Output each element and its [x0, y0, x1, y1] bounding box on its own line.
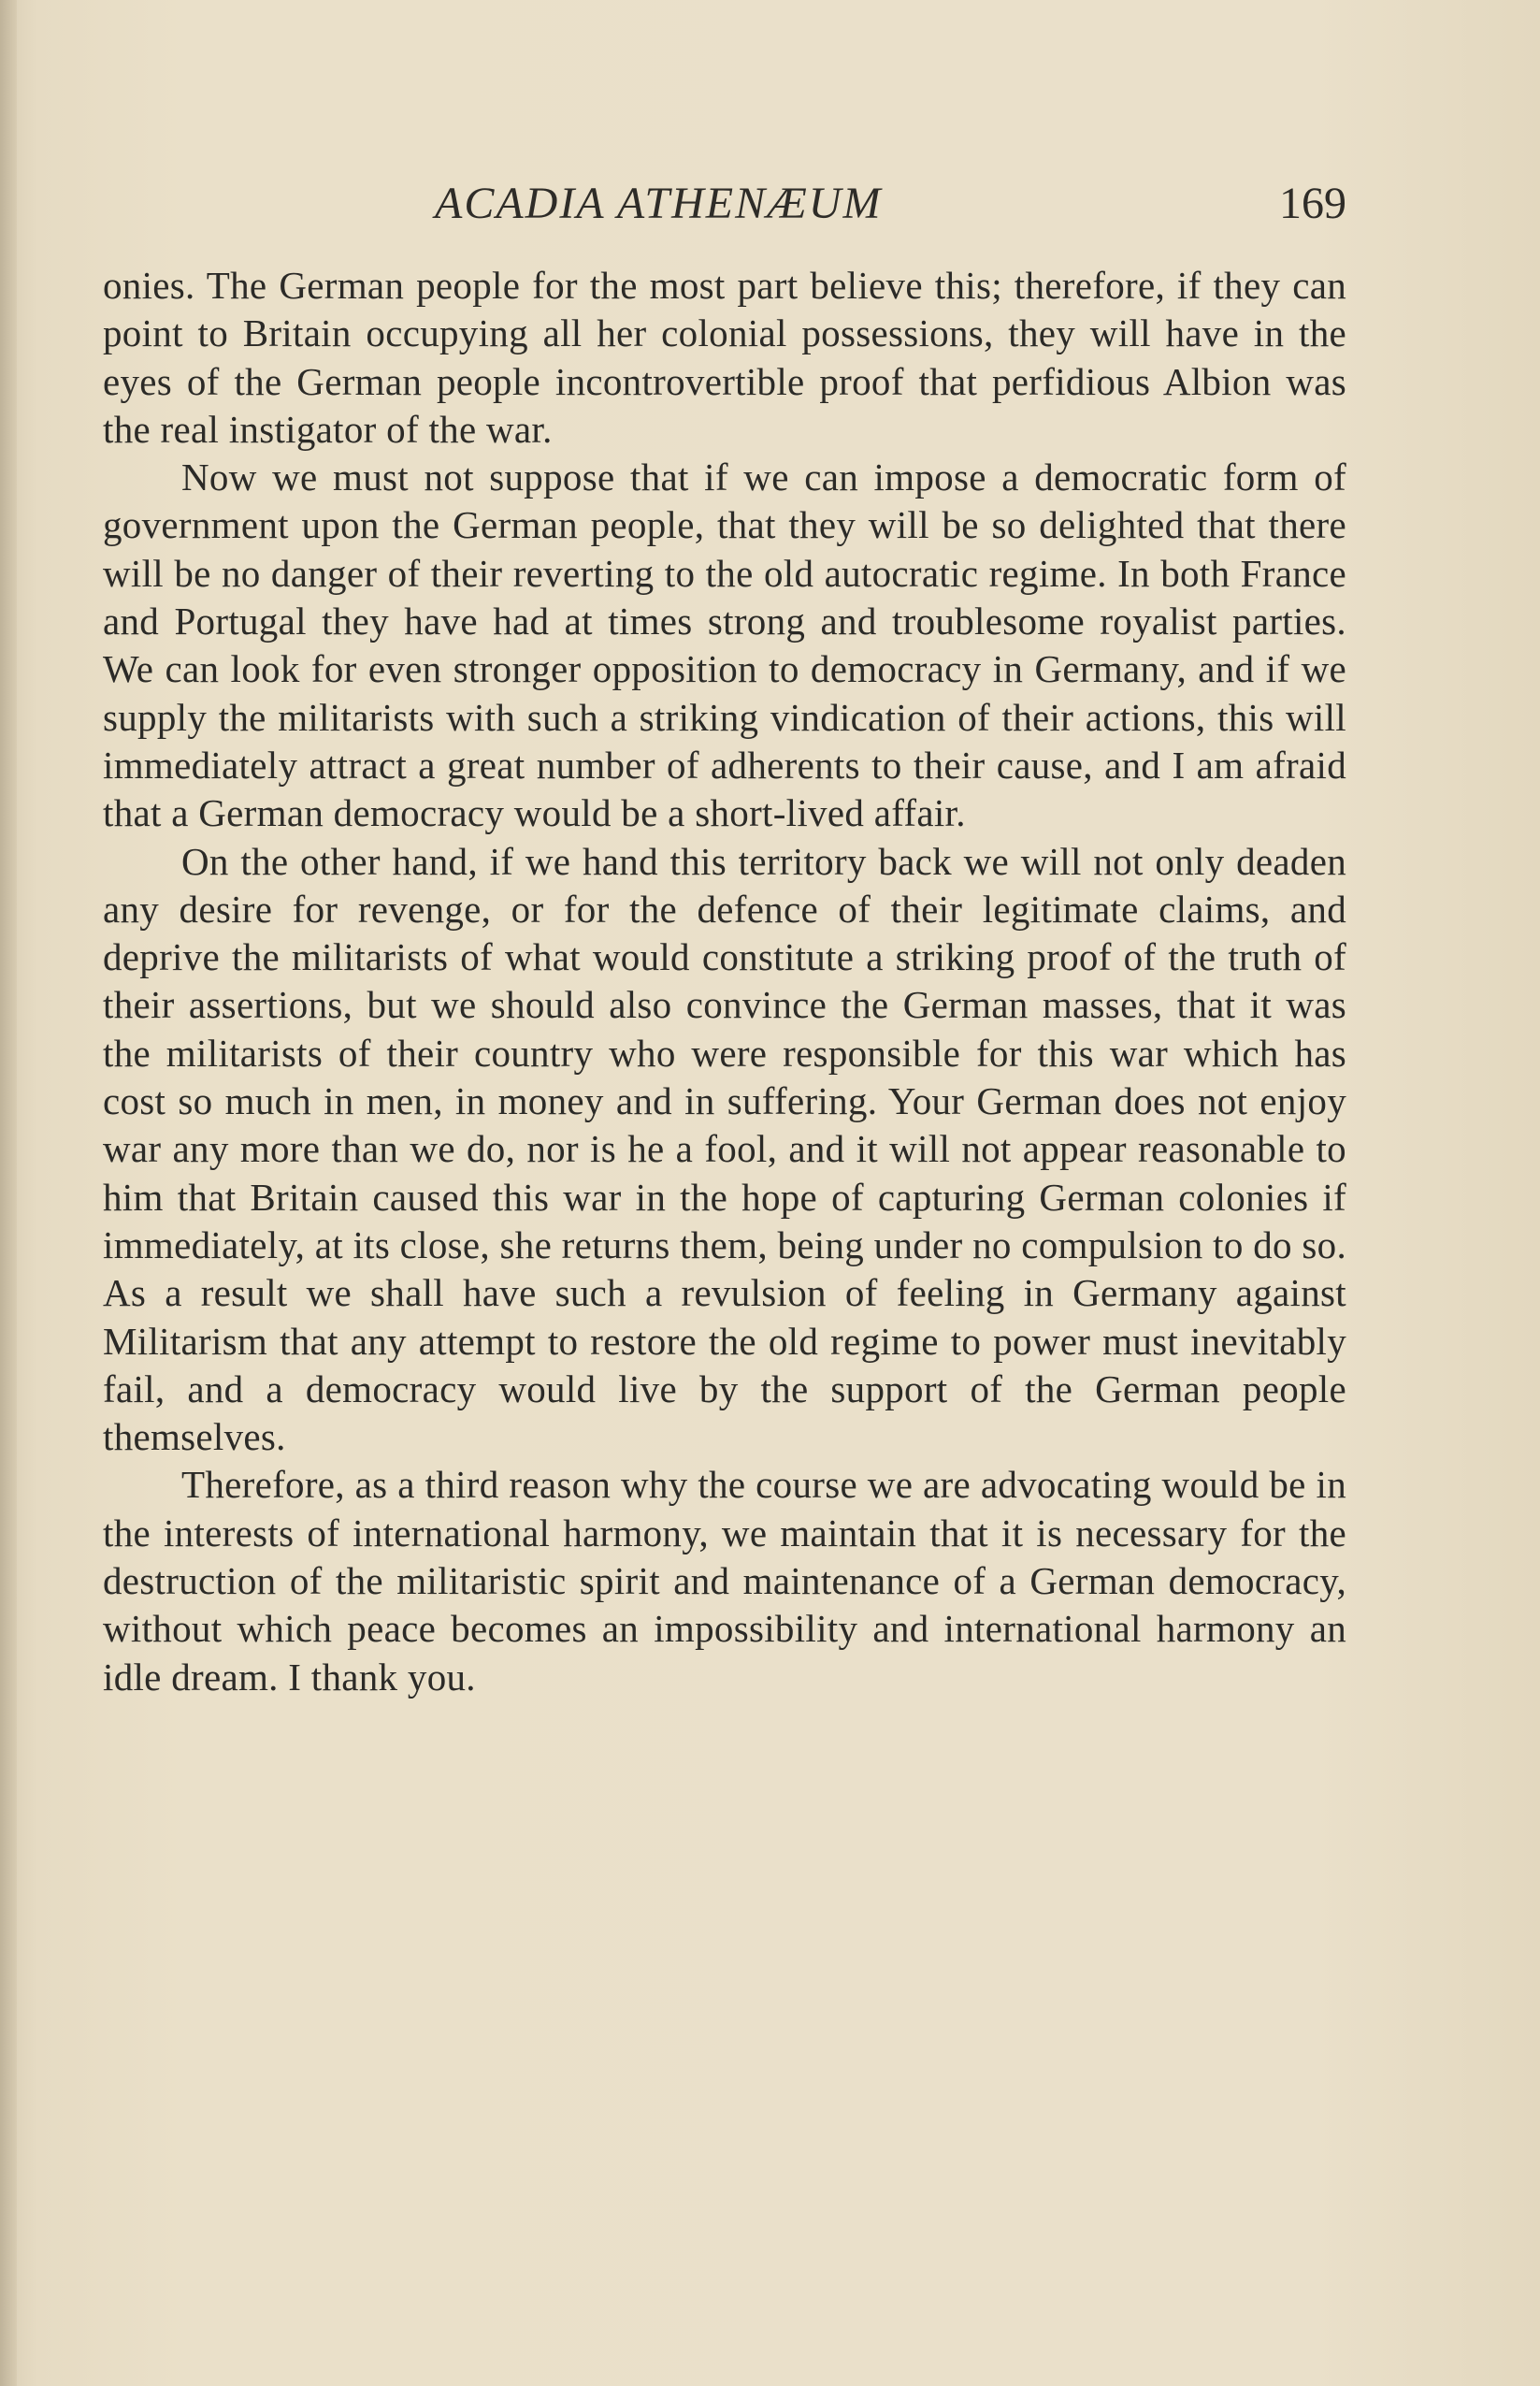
running-head: ACADIA ATHENÆUM [435, 179, 883, 228]
page-header [103, 178, 1346, 234]
paragraph: On the other hand, if we hand this territory back we will not only deaden any desire for revenge, or for the defence of their legitimate claims, and deprive the militarists of what would constitute a striking proof of the truth of their assertions, but we should also convince the German masses, that it was the militarists of their country who were responsible for this war which has cost so much in men, in money and in suffering. Your German does not enjoy war any more than we do, nor is he a fool, and it will not appear reasonable to him that Britain caused this war in the hope of capturing German colonies if immediately, at its close, she returns them, being under no compulsion to do so. As a result we shall have such a revulsion of feeling in Germany against Militarism that any attempt to restore the old regime to power must inevitably fail, and a democracy would live by the support of the German people themselves. [103, 839, 1346, 1459]
paragraph: Now we must not suppose that if we can impose a democratic form of government upon the German people, that they will be so delighted that there will be no danger of their reverting to the old autocratic regime. In both France and Portugal they have had at times strong and troublesome royalist parties. We can look for even stronger opposition to democracy in Germany, and if we supply the militarists with such a striking vindication of their actions, this will immediately attract a great number of adherents to their cause, and I am afraid that a German democracy would be a short-lived affair. [103, 456, 1346, 835]
page-number: 169 [1279, 179, 1346, 228]
paragraph-continued: onies. The German people for the most part believe this; therefore, if they can point to Britain occupying all her colonial possessions, they will have in the eyes of the German people incontrovertible proof that perfidious Albion was the real instigator of the war. [103, 264, 1346, 451]
page-gutter [0, 0, 17, 2386]
paragraph: Therefore, as a third reason why the course we are advocating would be in the interests of international harmony, we maintain that it is necessary for the destruction of the militaristic spirit and maintenance of a German democracy, without which peace becomes an impossibility and international harmony an idle dream. I thank you. [103, 1463, 1346, 1699]
body-text [103, 262, 1346, 1701]
